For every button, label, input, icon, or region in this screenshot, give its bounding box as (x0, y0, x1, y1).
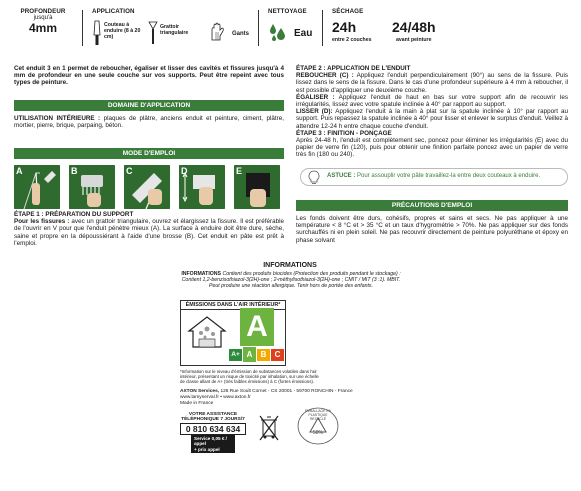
step2-fill (296, 72, 568, 94)
depth-label: PROFONDEUR (20, 8, 66, 15)
mode-title: MODE D'EMPLOI (14, 148, 284, 159)
scraper-label: Grattoir triangulaire (160, 24, 189, 36)
water-drops-icon (268, 22, 290, 44)
step3-text: Après 24-48 h, l'enduit est complètement sec, poncez pour éliminer les irrégularités (E) avec du papier de verre fin (120), puis pour obtenir une finition parfaite poncez avec un papier de verre très fin (180 ou 240). (296, 137, 568, 159)
step-image-c (124, 165, 170, 209)
depth-block (14, 8, 72, 35)
step2-smooth-text: Appliquez l'enduit à la main à plat sur la spatule inclinée à 10° par rapport au support. Puis repassez la spatule inclinée à 40° pour lisser et enlever le surplus d'enduit. Veillez à attendre 12-24 h entre chaque couche d'enduit. (296, 108, 568, 130)
step1-lead: Pour les fissures : (14, 218, 70, 226)
step2-fill-lead: REBOUCHER (C) : (296, 72, 354, 80)
grade-a: A (243, 347, 256, 362)
company-name: AXTON Services, (180, 389, 220, 394)
depth-value: 4mm (28, 21, 57, 35)
info-title: INFORMATIONS (263, 262, 317, 269)
lightbulb-icon (307, 170, 321, 185)
step1-section (14, 211, 284, 247)
hotline-cost-1: Service 0,05 € / appel (194, 436, 227, 447)
scraper-icon (148, 20, 158, 46)
precautions-text: Les fonds doivent être durs, cohésifs, propres et sains et secs. Ne pas appliquer à une température < 8 °C et > 35 °C et un taux d'hygrométrie > 70%. Ne pas appliquer sur des fonds surchauffés ni en plein soleil. Ne pas recouvrir directement de peinture polyuréthane et époxy en phase solvant (296, 215, 568, 244)
emissions-grade: A (240, 308, 274, 346)
step2-title: ÉTAPE 2 : APPLICATION DE L'ENDUIT (296, 65, 411, 72)
grade-a-plus: A+ (229, 349, 242, 361)
step-letter: E (236, 166, 243, 176)
recycled-title: EMBALLAGE EN PLASTIQUE RECYCLÉ (304, 409, 332, 421)
step2-level-text: Appliquez l'enduit de haut en bas sur votre support afin de recouvrir les irrégularités, lissez avec votre spatule inclinée à 40° par rapport au support. (296, 93, 568, 109)
emissions-note: *Information sur le niveau d'émission de substances volatiles dans l'air intérieur, présentant un risque de toxicité par inhalation, sur une échelle de classe allant de A+ (très faibles émissions) à C (fortes émissions). (180, 369, 319, 385)
drying-sub-coats: entre 2 couches (332, 37, 372, 43)
step-letter: A (16, 166, 23, 176)
step2-level (296, 94, 568, 108)
step1-title: ÉTAPE 1 : PRÉPARATION DU SUPPORT (14, 211, 134, 218)
knife-label: Couteau à enduire (8 à 20 cm) (104, 22, 141, 40)
divider (258, 10, 259, 46)
step-image-e (234, 165, 280, 209)
intro-text: Cet enduit 3 en 1 permet de reboucher, égaliser et lisser des cavités et fissures jusqu'à 4 mm de profondeur en une seule couche sur vos supports. Peut être repeint avec tous types de peinture. (14, 65, 284, 87)
header (0, 0, 581, 60)
hotline-title-1: VOTRE ASSISTANCE (188, 412, 238, 417)
recycled-percent: 50% (312, 430, 323, 436)
hotline-title-2: TÉLÉPHONIQUE 7 JOURS/7 (181, 417, 245, 422)
crossed-bin-icon (258, 414, 280, 442)
domain-lead: UTILISATION INTÉRIEURE : (14, 115, 101, 122)
step-image-b (69, 165, 115, 209)
domain-body: plaques de plâtre, anciens enduit et peinture, ciment, plâtre, mortier, pierre, brique, parpaing, béton. (14, 115, 284, 130)
drying-sub-paint: avant peinture (396, 37, 432, 43)
cleaning-label: NETTOYAGE (268, 8, 307, 15)
step-letter: B (71, 166, 78, 176)
grade-b: B (257, 349, 270, 361)
tip-text (327, 173, 567, 180)
recycled-plastic-badge (296, 406, 340, 446)
step-image-d (179, 165, 225, 209)
tip-box (300, 168, 568, 186)
depth-sub: jusqu'à (33, 15, 53, 21)
step2-section (296, 65, 568, 159)
step2-level-lead: ÉGALISER : (296, 93, 335, 101)
house-icon (187, 315, 227, 349)
cleaning-value: Eau (294, 28, 313, 39)
gloves-label: Gants (232, 31, 250, 37)
precautions-title: PRÉCAUTIONS D'EMPLOI (296, 200, 568, 211)
emissions-title: ÉMISSIONS DANS L'AIR INTÉRIEUR* (181, 302, 285, 310)
info-body: Contient des produits biocides (Protection des produits pendant le stockage) : Contient 1,2-benzisothiazol-3(2H)-one ; 2-méthylisothiazol-3(2H)-one ; CMIT / MIT (3 :1). MBIT. Peut produire une réaction allergique. Tenir hors de portée des enfants. (181, 271, 401, 289)
info-lead: INFORMATIONS (181, 271, 221, 277)
step2-smooth (296, 108, 568, 130)
step-letter: D (181, 166, 188, 176)
hotline-cost (191, 435, 235, 453)
step1-text (14, 218, 284, 247)
step2-smooth-lead: LISSER (D): (296, 108, 333, 116)
info-text (180, 271, 402, 289)
step1-body: avec un grattoir triangulaire, ouvrez et élargissez la fissure. Il est préférable de l'ouvrir en V pour que l'enduit pénètre mieux (A). La surface à enduire doit être dure, sèche, saine et propre en la dépoussiérant à l'aide d'une brosse (B). Cet enduit en pâte est prêt à l'emploi. (14, 218, 285, 247)
company-websites: www.lamynerval.fr • www.axton.fr (180, 395, 251, 401)
drying-label: SÉCHAGE (332, 8, 364, 15)
hotline-number: 0 810 634 634 (180, 423, 246, 435)
tip-body: Pour assouplir votre pâte travaillez-la entre deux couteaux à enduire. (355, 173, 541, 179)
made-in: Made in France (180, 401, 214, 407)
drying-value-coats: 24h (332, 19, 357, 35)
knife-icon (92, 20, 102, 46)
grade-c: C (271, 349, 284, 361)
domain-text (14, 115, 284, 129)
application-label: APPLICATION (92, 8, 135, 15)
tip-lead: ASTUCE : (327, 173, 356, 179)
step3-title: ÉTAPE 3 : FINITION - PONÇAGE (296, 129, 392, 137)
drying-value-paint: 24/48h (392, 19, 436, 35)
divider (322, 10, 323, 46)
hotline-cost-2: + prix appel (194, 446, 220, 452)
step-letter: C (126, 166, 133, 176)
hotline-box (180, 412, 246, 453)
step2-fill-text: Appliquez l'enduit perpendiculairement (90°) au sens de la fissure. Puis lissez dans le sens de la fissure. Dans le cas d'une profondeur supérieure à 4 mm à reboucher, il est possible d'appliquer une deuxième couche. (296, 72, 569, 94)
divider (82, 10, 83, 46)
gloves-icon (208, 22, 228, 42)
step-image-a (14, 165, 60, 209)
domain-title: DOMAINE D'APPLICATION (14, 100, 284, 111)
company-info (180, 389, 360, 408)
company-street: 125 Rue Soult Cornet - CS 20001 - 59700 RONCHIN - France (219, 389, 353, 394)
